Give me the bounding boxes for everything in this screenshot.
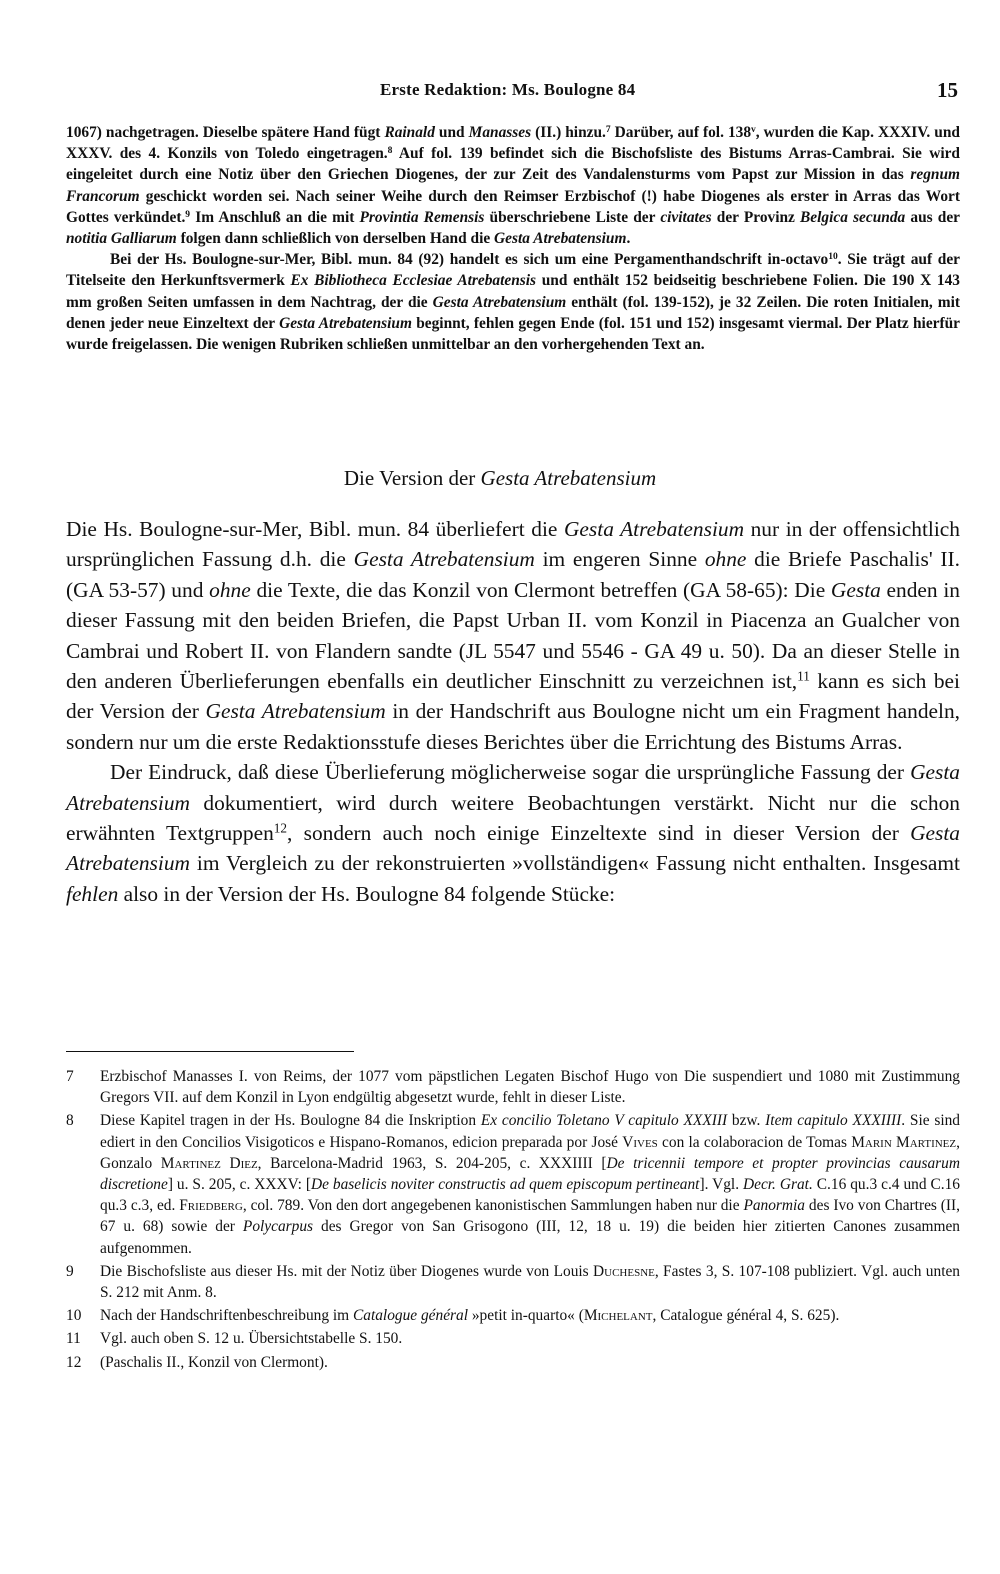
footnote-ref-9: 9 [185, 208, 191, 220]
footnote-number: 10 [66, 1307, 82, 1325]
footnote-number: 11 [66, 1330, 81, 1348]
footnote-number: 8 [66, 1112, 74, 1130]
footnote-text: Erzbischof Manasses I. von Reims, der 1077 vom päpstlichen Legaten Bischof Hugo von Die suspendiert und 1080 mit Zustimmung Gregors VII. auf dem Konzil in Lyon endgültig abgesetzt wurde, fehlt in dieser Liste. [100, 1068, 960, 1107]
footnote-number: 9 [66, 1262, 74, 1280]
main-text-block [66, 514, 960, 909]
footnote-text: Die Bischofsliste aus dieser Hs. mit der Notiz über Diogenes wurde von Louis Duchesne, Fastes 3, S. 107-108 publiziert. Vgl. auch unten S. 212 mit Anm. 8. [100, 1262, 960, 1302]
footnote-12 [66, 1352, 960, 1373]
footnote-ref-7: 7 [605, 123, 611, 135]
footnote-7 [66, 1066, 960, 1108]
page-number: 15 [937, 78, 958, 102]
paragraph-manuscript-contents: 1067) nachgetragen. Dieselbe spätere Hand fügt Rainald und Manasses (II.) hinzu.$^7$ Darüber, auf fol. 138$^v$, wurden die Kap. XXXIV. und XXXV. des 4. Konzils von Toledo eingetragen.$^8$ Auf fol. 139 befindet sich die Bischofsliste des Bistums Arras-Cambrai. Sie wird eingeleitet durch eine Notiz über den Griechen Diogenes, der zur Zeit des Vandalensturms vom Papst zur Mission in das regnum Francorum geschickt worden sei. Nach seiner Weihe durch den Reimser Erzbischof (!) habe Diogenes als erster in Arras das Wort Gottes verkündet.$^9$ Im Anschluß an die mit Provintia Remensis überschriebene Liste der civitates der Provinz Belgica secunda aus der notitia Galliarum folgen dann schließlich von derselben Hand die Gesta Atrebatensium. [66, 123, 961, 248]
footnote-number: 7 [66, 1068, 74, 1085]
footnote-9 [66, 1261, 960, 1303]
footnote-text: (Paschalis II., Konzil von Clermont). [100, 1353, 328, 1371]
footnote-ref-12: 12 [273, 820, 288, 836]
footnote-divider [66, 1051, 354, 1052]
running-head: Erste Redaktion: Ms. Boulogne 84 [380, 80, 636, 99]
top-text-block [66, 122, 960, 355]
footnotes [66, 1066, 960, 1375]
section-heading: Die Version der Gesta Atrebatensium [343, 466, 657, 490]
footnote-ref-10: 10 [828, 250, 838, 262]
footnote-text: Vgl. auch oben S. 12 u. Übersichtstabelle S. 150. [100, 1330, 403, 1348]
paragraph-version: Die Hs. Boulogne-sur-Mer, Bibl. mun. 84 überliefert die Gesta Atrebatensium nur in der offensichtlich ursprünglichen Fassung d.h. die Gesta Atrebatensium im engeren Sinne ohne die Briefe Paschalis' II. (GA 53-57) und ohne die Texte, die das Konzil von Clermont betreffen (GA 58-65): Die Gesta enden in dieser Fassung mit den beiden Briefen, die Papst Urban II. vom Konzil in Piacenza an Gualcher von Cambrai und Robert II. von Flandern sandte (JL 5547 und 5546 - GA 49 u. 50). Da an dieser Stelle in den anderen Überlieferungen ebenfalls ein deutlicher Einschnitt zu verzeichnen ist,$^{11}$ kann es sich bei der Version der Gesta Atrebatensium in der Handschrift aus Boulogne nicht um ein Fragment handeln, sondern nur um die erste Redaktionsstufe dieses Berichtes über die Errichtung des Bistums Arras. [66, 517, 961, 754]
footnote-text: Diese Kapitel tragen in der Hs. Boulogne 84 die Inskription Ex concilio Toletano V capitulo XXXIII bzw. Item capitulo XXXIIII. Sie sind ediert in den Concilios Visigoticos e Hispano-Romanos, edicion preparada por José Vives con la colaboracion de Tomas Marin Martinez, Gonzalo Martinez Diez, Barcelona-Madrid 1963, S. 204-205, c. XXXIIII [De tricennii tempore et propter provincias causarum discretione] u. S. 205, c. XXXV: [De baselicis noviter constructis ad quem episcopum pertineant]. Vgl. Decr. Grat. C.16 qu.3 c.4 und C.16 qu.3 c.3, ed. Friedberg, col. 789. Von den dort angegebenen kanonistischen Sammlungen haben nur die Panormia des Ivo von Chartres (II, 67 u. 68) sowie der Polycarpus des Gregor von San Grisogono (III, 12, 18 u. 19) die beiden hier zitierten Canones zusammen aufgenommen. [100, 1112, 961, 1257]
footnote-10 [66, 1305, 960, 1326]
footnote-ref-11: 11 [797, 668, 810, 684]
paragraph-manuscript-description: Bei der Hs. Boulogne-sur-Mer, Bibl. mun. 84 (92) handelt es sich um eine Pergamenthandschrift in-octavo$^{10}$. Sie trägt auf der Titelseite den Herkunftsvermerk Ex Bibliotheca Ecclesiae Atrebatensis und enthält 152 beidseitig beschriebene Folien. Die 190 X 143 mm großen Seiten umfassen in dem Nachtrag, der die Gesta Atrebatensium enthält (fol. 139-152), je 32 Zeilen. Die roten Initialen, mit denen jeder neue Einzeltext der Gesta Atrebatensium beginnt, fehlen gegen Ende (fol. 151 und 152) insgesamt viermal. Der Platz hierfür wurde freigelassen. Die wenigen Rubriken schließen unmittelbar an den vorhergehenden Text an. [66, 250, 960, 354]
page-header [0, 78, 1000, 110]
footnote-text: Nach der Handschriftenbeschreibung im Catalogue général »petit in-quarto« (Michelant, Catalogue général 4, S. 625). [100, 1307, 840, 1325]
footnote-number: 12 [66, 1353, 82, 1371]
footnote-11 [66, 1328, 960, 1349]
paragraph-impression: Der Eindruck, daß diese Überlieferung möglicherweise sogar die ursprüngliche Fassung der Gesta Atrebatensium dokumentiert, wird durch weitere Beobachtungen verstärkt. Nicht nur die schon erwähnten Textgruppen$^{12}$, sondern auch noch einige Einzeltexte sind in dieser Version der Gesta Atrebatensium im Vergleich zu der rekonstruierten »vollständigen« Fassung nicht enthalten. Insgesamt fehlen also in der Version der Hs. Boulogne 84 folgende Stücke: [66, 760, 960, 906]
footnote-ref-8: 8 [387, 144, 393, 156]
footnote-8 [66, 1110, 960, 1258]
